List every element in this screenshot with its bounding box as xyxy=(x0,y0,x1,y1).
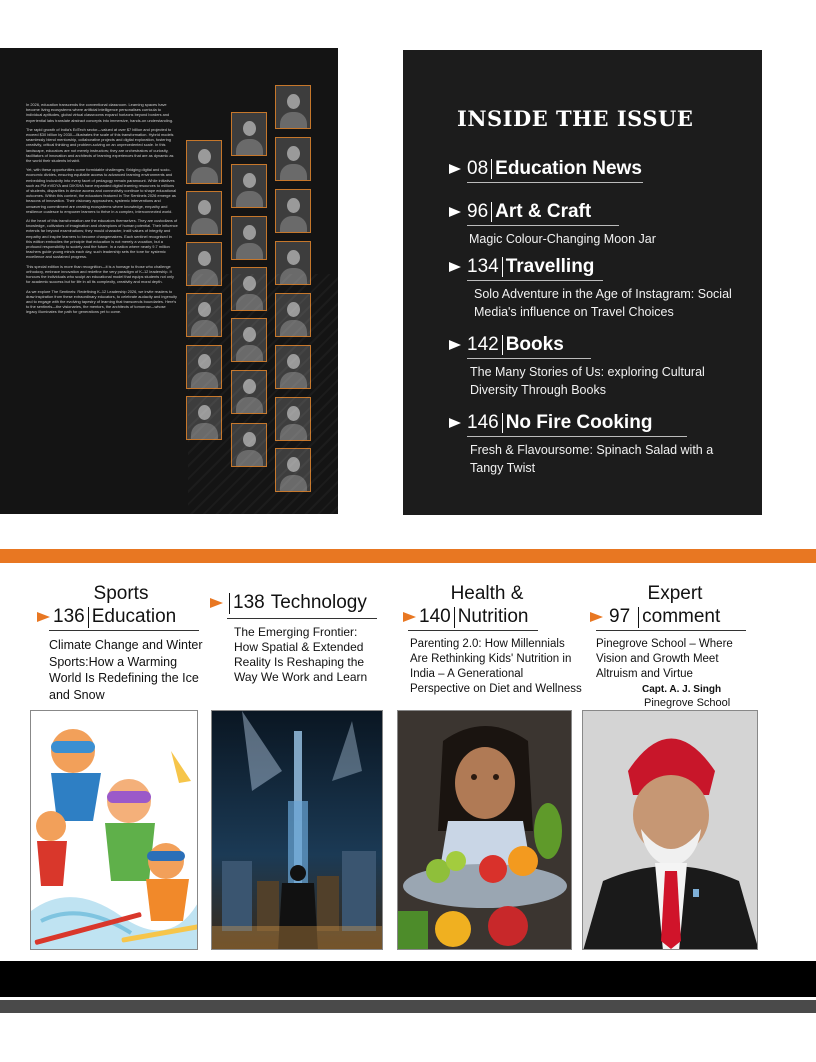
divider xyxy=(88,607,89,628)
divider xyxy=(638,607,639,628)
underline xyxy=(467,280,603,281)
portrait-photo xyxy=(231,267,267,311)
divider xyxy=(454,607,455,628)
portrait-photo xyxy=(231,423,267,467)
underline xyxy=(408,630,538,631)
sports-cartoon-image xyxy=(30,710,198,950)
column-description: Climate Change and Winter Sports:How a Warming World Is Redefining the Ice and Snow xyxy=(49,638,203,702)
underline xyxy=(49,630,199,631)
column-section-title: Technology xyxy=(270,592,367,613)
technology-city-image xyxy=(211,710,383,950)
portrait-photo xyxy=(275,137,311,181)
footer-bar xyxy=(0,961,816,997)
column-section-title: Education xyxy=(91,606,177,627)
feature-panel xyxy=(0,48,338,514)
portrait-photo xyxy=(231,370,267,414)
portrait-photo xyxy=(186,345,222,389)
divider xyxy=(502,257,503,277)
toc-page-number: 146 xyxy=(467,412,499,433)
toc-entry-books[interactable] xyxy=(449,334,710,399)
column-page-number: 138 xyxy=(233,592,265,613)
toc-entry-art-craft[interactable] xyxy=(449,201,656,248)
toc-section-title: No Fire Cooking xyxy=(505,412,653,433)
column-page-number: 136 xyxy=(53,606,85,627)
arrow-right-icon xyxy=(449,262,461,272)
divider xyxy=(502,413,503,433)
toc-section-title: Travelling xyxy=(505,256,595,277)
underline xyxy=(467,182,643,183)
feature-text xyxy=(26,102,178,319)
column-section-title: comment xyxy=(642,606,721,627)
portrait-photo xyxy=(186,242,222,286)
underline xyxy=(227,618,377,619)
toc-description: Fresh & Flavoursome: Spinach Salad with a Tangy Twist xyxy=(470,443,714,475)
column-kicker: Expert xyxy=(647,583,703,604)
portrait-photo xyxy=(275,448,311,492)
column-kicker: Sports xyxy=(93,583,149,604)
toc-page-number: 08 xyxy=(467,158,489,179)
column-technology[interactable] xyxy=(210,582,385,685)
feature-paragraph: The rapid growth of India's EdTech sector—valued at over $7 billion and projected to exceed $30 billion by 2030—illustrates the scale of this transformation. Hybrid models seamlessly blend mentorship, collaborative projects and digital exploration, fostering creativity, critical thinking and problem-solving on an unprecedented scale. In this landscape, educators are not merely instructors; they are orchestrators of curiosity, facilitators of innovation and architects of learning experiences that are as dynamic as the world their students inhabit. xyxy=(26,126,174,164)
inside-issue-panel xyxy=(403,50,762,515)
divider xyxy=(491,159,492,179)
toc-section-title: Books xyxy=(505,334,564,355)
toc-page-number: 96 xyxy=(467,201,489,222)
column-section-title: Nutrition xyxy=(457,606,529,627)
toc-section-title: Art & Craft xyxy=(495,201,592,222)
portrait-photo xyxy=(231,216,267,260)
arrow-right-icon xyxy=(449,340,461,350)
feature-paragraph: This special edition is more than recognition—it is a homage to those who challenge orthodoxy, embrace innovation and redefine the very paradigm of K–12 leadership. It honours the individuals who sculpt an educational model that equips students not only for academic success but for life in all its complexity, creativity and moral depth. xyxy=(26,263,174,285)
arrow-right-icon xyxy=(449,164,461,174)
portrait-photo xyxy=(275,345,311,389)
divider xyxy=(229,593,230,614)
divider xyxy=(491,202,492,222)
portrait-photo xyxy=(275,293,311,337)
column-health-nutrition[interactable] xyxy=(403,582,581,697)
portrait-photo xyxy=(186,293,222,337)
toc-entry-education-news[interactable] xyxy=(449,158,643,183)
toc-description: Magic Colour-Changing Moon Jar xyxy=(469,232,656,246)
accent-band xyxy=(0,549,816,563)
arrow-right-icon xyxy=(403,612,416,622)
underline xyxy=(467,225,619,226)
column-expert-comment[interactable] xyxy=(590,582,760,709)
author-organization: Pinegrove School xyxy=(644,697,731,709)
feature-paragraph: In 2026, education transcends the conventional classroom. Learning spaces have become living ecosystems where artificial intelligence personalises curricula to individual aptitudes, global virtual classrooms expand horizons beyond borders and experiential labs translate abstract concepts into immersive, hands-on understanding. xyxy=(26,102,174,123)
toc-page-number: 142 xyxy=(467,334,499,355)
column-description: The Emerging Frontier: How Spatial & Extended Reality Is Reshaping the Way We Work and Learn xyxy=(234,625,368,684)
toc-page-number: 134 xyxy=(467,256,499,277)
toc-section-title: Education News xyxy=(495,158,642,179)
nutrition-child-image xyxy=(397,710,572,950)
column-description: Pinegrove School – Where Vision and Growth Meet Altruism and Virtue xyxy=(596,638,733,680)
author-name: Capt. A. J. Singh xyxy=(642,684,722,695)
arrow-right-icon xyxy=(449,207,461,217)
underline xyxy=(467,436,687,437)
column-kicker: Health & xyxy=(450,583,524,604)
column-page-number: 97 xyxy=(609,606,631,627)
column-sports-education[interactable] xyxy=(37,582,205,703)
underline xyxy=(596,630,746,631)
inside-issue-title: INSIDE THE ISSUE xyxy=(457,106,694,131)
toc-entry-travelling[interactable] xyxy=(449,256,749,321)
feature-paragraph: As we explore The Sentinels: Redefining K–12 Leadership 2026, we invite readers to draw inspiration from these extraordinary educators, to celebrate audacity and ingenuity and to engage with the evolving tapestry of learning that transcends boundaries. Here's to the sentinels—the visionaries, the mentors, the architects of tomorrow—whose legacy illuminates the path for generations yet to come. xyxy=(26,288,177,315)
portrait-photo xyxy=(231,112,267,156)
author-portrait-image xyxy=(582,710,758,950)
divider xyxy=(502,335,503,355)
portrait-photo xyxy=(231,318,267,362)
feature-paragraph: Yet, with these opportunities come formidable challenges. Bridging digital and socio-economic divides, ensuring equitable access to advanced learning environments and embedding inclusivity into every facet of pedagogy remain paramount. While initiatives such as PM eVIDYA and DIKSHA have expanded digital learning resources to millions of students, disparities in device access and connectivity continue to shape educational outcomes. Within this context, the educators featured in The Sentinels 2026 emerge as beacons of innovation. Their visionary approaches, systemic interventions and unwavering commitment are creating ecosystems where knowledge, empathy and resilience coalesce to empower learners to thrive in a complex, interconnected world. xyxy=(26,167,177,214)
arrow-right-icon xyxy=(210,598,223,608)
feature-paragraph: At the heart of this transformation are the educators themselves. They are custodians of knowledge, cultivators of imagination and champions of human potential. Their influence extends far beyond examinations; they mould character, instil values of integrity and empathy and inspire learners to become changemakers. Each sentinel recognised in this edition embodies the principle that education is not merely a vocation, but a profound responsibility to society and the future. In a nation where nearly 9.7 million teachers guide young minds each day, such leadership sets the tone for systemic excellence and sustained progress. xyxy=(26,218,178,260)
arrow-right-icon xyxy=(37,612,50,622)
portrait-photo xyxy=(275,397,311,441)
toc-entry-no-fire-cooking[interactable] xyxy=(449,412,740,477)
portrait-photo xyxy=(186,140,222,184)
column-page-number: 140 xyxy=(419,606,451,627)
arrow-right-icon xyxy=(590,612,603,622)
toc-description: Solo Adventure in the Age of Instagram: Social Media's influence on Travel Choices xyxy=(474,287,732,319)
portrait-photo xyxy=(275,85,311,129)
arrow-right-icon xyxy=(449,418,461,428)
toc-description: The Many Stories of Us: exploring Cultural Diversity Through Books xyxy=(470,365,705,397)
portrait-photo xyxy=(186,191,222,235)
portrait-photo xyxy=(231,164,267,208)
portrait-photo xyxy=(275,241,311,285)
portrait-photo xyxy=(275,189,311,233)
underline xyxy=(467,358,591,359)
portrait-photo xyxy=(186,396,222,440)
column-description: Parenting 2.0: How Millennials Are Rethinking Kids' Nutrition in India – A Generational Perspective on Diet and Wellness xyxy=(410,638,582,695)
footer-strip xyxy=(0,1000,816,1013)
